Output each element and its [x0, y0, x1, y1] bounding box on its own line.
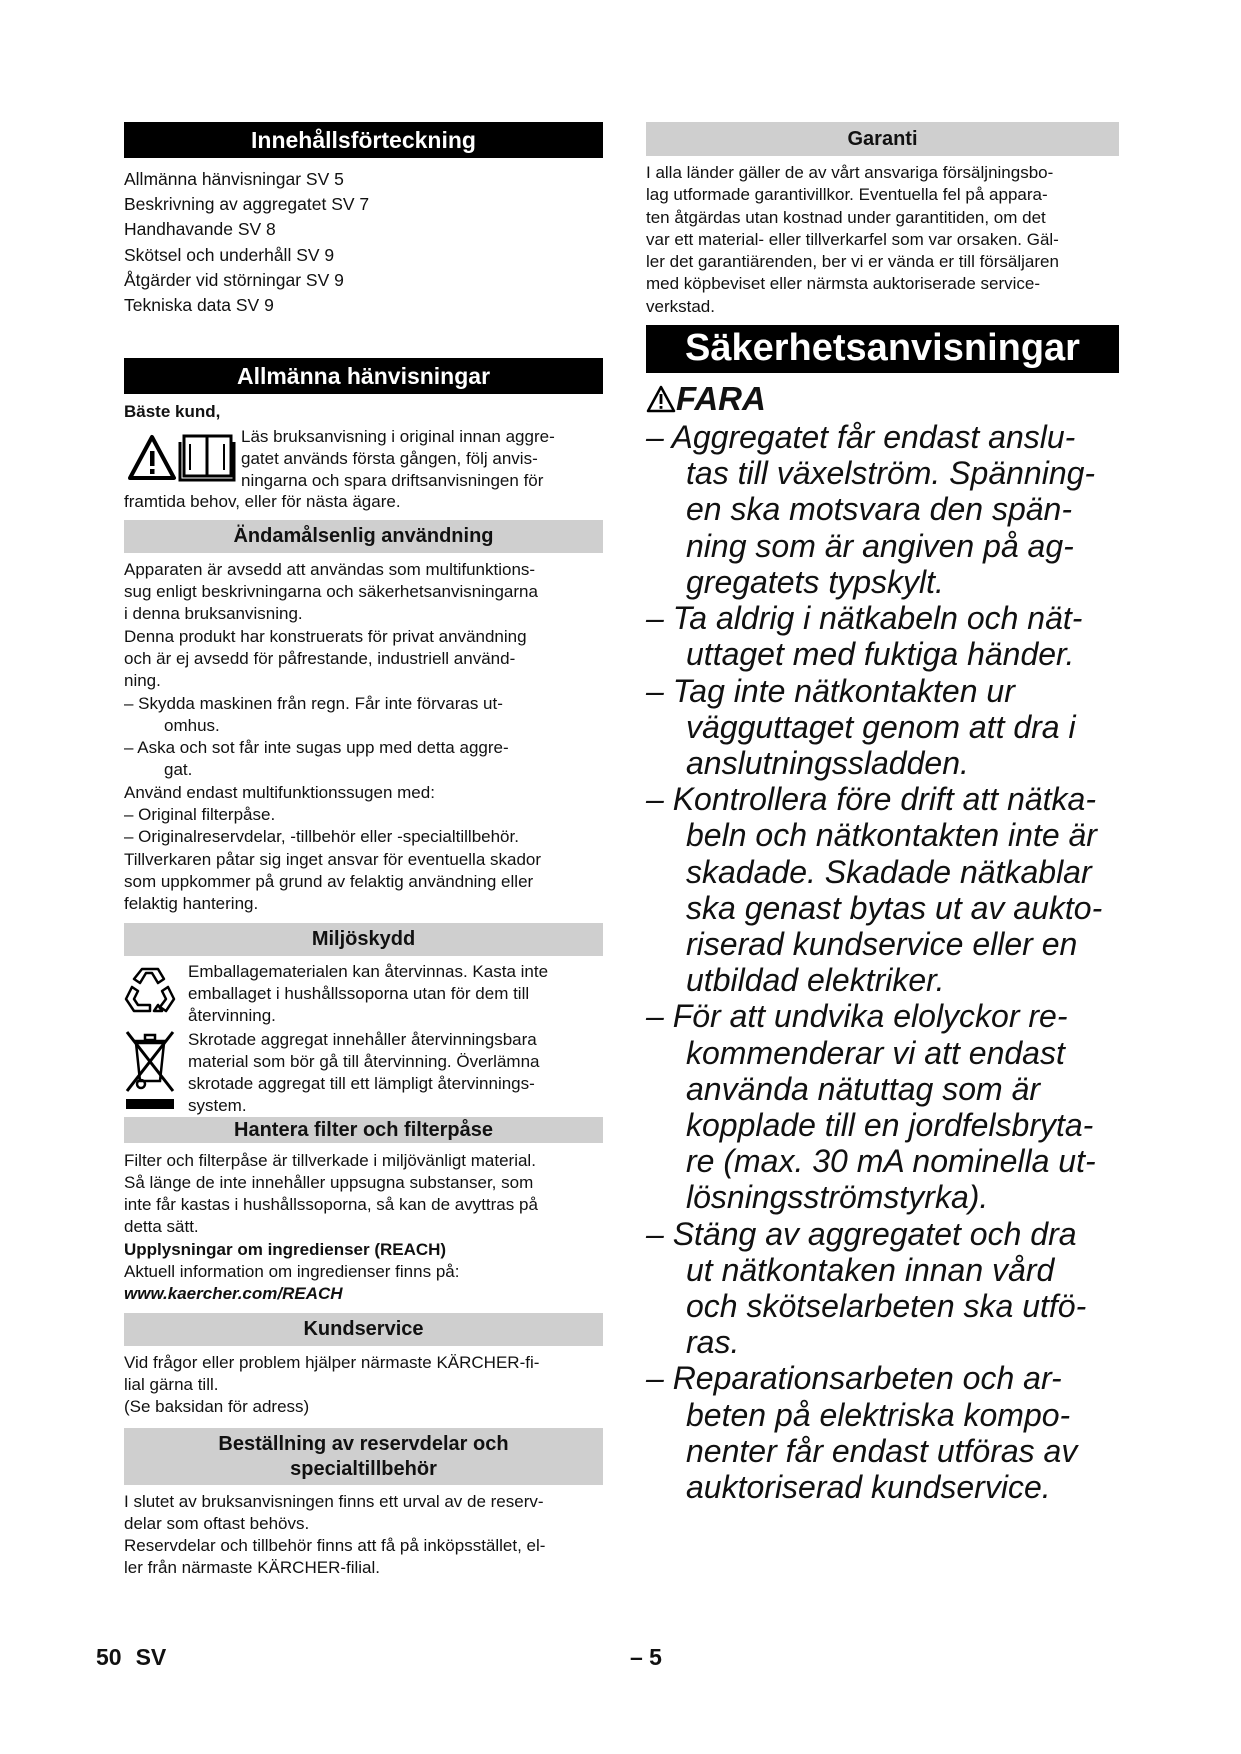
- safety-item: [646, 998, 1126, 1215]
- text-line: detta sätt.: [124, 1217, 199, 1237]
- warranty-text: [646, 162, 1126, 318]
- toc-item: Beskrivning av aggregatet SV 7: [124, 194, 370, 215]
- safety-line: kommenderar vi att endast: [686, 1034, 1065, 1071]
- text-line: skrotade aggregat till ett lämpligt återvinnings-: [188, 1074, 535, 1094]
- text-line: lial gärna till.: [124, 1374, 219, 1394]
- filter-text: [124, 1150, 603, 1306]
- text-line: Använd endast multifunktionssugen med:: [124, 782, 435, 802]
- intro-block: [124, 424, 603, 491]
- safety-line: ning som är angiven på ag-: [686, 527, 1074, 564]
- safety-line: gregatets typskylt.: [686, 563, 944, 600]
- text-line: lag utformade garantivillkor. Eventuella fel på appara-: [646, 185, 1048, 205]
- safety-line: riserad kundservice eller en: [686, 925, 1078, 962]
- recycle-text: [188, 961, 548, 1028]
- safety-line: – Tag inte nätkontakten ur: [646, 672, 1015, 709]
- intended-use-text: [124, 559, 603, 916]
- language-code: SV: [135, 1644, 167, 1670]
- safety-line: – Kontrollera före drift att nätka-: [646, 781, 1096, 818]
- text-line: I slutet av bruksanvisningen finns ett urval av de reserv-: [124, 1491, 544, 1511]
- warranty-heading: Garanti: [646, 122, 1119, 156]
- safety-line: kopplade till en jordfelsbryta-: [686, 1106, 1094, 1143]
- text-line: ler från närmaste KÄRCHER-filial.: [124, 1558, 381, 1578]
- text-line: Så länge de inte innehåller uppsugna substanser, som: [124, 1172, 534, 1192]
- safety-line: lösningsströmstyrka).: [686, 1179, 989, 1216]
- safety-line: auktoriserad kundservice.: [686, 1468, 1051, 1505]
- intro-line: gatet används första gången, följ anvis-: [241, 448, 538, 468]
- recycle-icon: [124, 965, 176, 1015]
- text-line: I alla länder gäller de av vårt ansvariga försäljningsbo-: [646, 163, 1054, 182]
- safety-line: uttaget med fuktiga händer.: [686, 636, 1075, 673]
- text-line: Emballagematerialen kan återvinnas. Kasta inte: [188, 961, 549, 981]
- safety-list: [646, 419, 1126, 1505]
- text-line: sug enligt beskrivningarna och säkerhetsanvisningarna: [124, 582, 538, 602]
- intended-use-heading: Ändamålsenlig användning: [124, 520, 603, 553]
- safety-item: [646, 419, 1126, 600]
- text-line: Skrotade aggregat innehåller återvinningsbara: [188, 1029, 537, 1049]
- service-text: [124, 1352, 603, 1419]
- text-line: inte får kastas i hushållssoporna, så kan de avyttras på: [124, 1195, 538, 1215]
- intro-line: ningarna och spara driftsanvisningen för: [241, 471, 544, 491]
- recycle-block: [124, 961, 603, 1029]
- text-line: Apparaten är avsedd att användas som multifunktions-: [124, 559, 536, 579]
- safety-line: – Stäng av aggregatet och dra: [646, 1215, 1077, 1252]
- environment-heading: Miljöskydd: [124, 923, 603, 956]
- text-line: – Original filterpåse.: [124, 805, 276, 825]
- left-column: [124, 122, 603, 1580]
- safety-heading: Säkerhetsanvisningar: [646, 325, 1119, 373]
- safety-line: beln och nätkontakten inte är: [686, 817, 1097, 854]
- scrap-block: [124, 1029, 603, 1117]
- safety-item: [646, 781, 1126, 998]
- reach-heading: Upplysningar om ingredienser (REACH): [124, 1239, 447, 1259]
- page-footer: [96, 1644, 180, 1671]
- intro-tail: framtida behov, eller för nästa ägare.: [124, 491, 401, 511]
- safety-line: använda nätuttag som är: [686, 1070, 1041, 1107]
- safety-line: re (max. 30 mA nominella ut-: [686, 1143, 1096, 1180]
- text-line: Filter och filterpåse är tillverkade i miljövänligt material.: [124, 1150, 536, 1170]
- text-line: ning.: [124, 671, 161, 691]
- greeting: Bäste kund,: [124, 402, 221, 422]
- text-line: ler det garantiärenden, ber vi er vända er till försäljaren: [646, 252, 1059, 272]
- safety-item: [646, 673, 1126, 782]
- bullet-line: – Skydda maskinen från regn. Får inte förvaras ut-: [124, 693, 503, 713]
- safety-line: – Aggregatet får endast anslu-: [646, 419, 1076, 456]
- toc-item: Åtgärder vid störningar SV 9: [124, 269, 344, 290]
- text-line: Vid frågor eller problem hjälper närmaste KÄRCHER-fi-: [124, 1352, 540, 1372]
- safety-line: anslutningssladden.: [686, 744, 969, 781]
- text-line: som uppkommer på grund av felaktig användning eller: [124, 871, 534, 891]
- safety-line: – För att undvika elolyckor re-: [646, 998, 1068, 1035]
- danger-label-row: [646, 379, 1126, 419]
- safety-line: utbildad elektriker.: [686, 962, 945, 999]
- text-line: (Se baksidan för adress): [124, 1397, 310, 1417]
- text-line: i denna bruksanvisning.: [124, 604, 303, 624]
- text-line: system.: [188, 1096, 247, 1116]
- safety-line: beten på elektriska kompo-: [686, 1396, 1071, 1433]
- safety-item: [646, 600, 1126, 672]
- reach-text: Aktuell information om ingredienser finns på:: [124, 1262, 460, 1282]
- safety-line: nenter får endast utföras av: [686, 1432, 1078, 1469]
- page-number: 50: [96, 1644, 122, 1670]
- safety-line: skadade. Skadade nätkablar: [686, 853, 1092, 890]
- sub-page-number: – 5: [630, 1644, 662, 1670]
- safety-line: ut nätkontaken innan vård: [686, 1251, 1055, 1288]
- safety-line: och skötselarbeten ska utfö-: [686, 1287, 1087, 1324]
- toc-heading: Innehållsförteckning: [124, 122, 603, 158]
- parts-text: [124, 1491, 603, 1580]
- toc-item: Allmänna hänvisningar SV 5: [124, 169, 344, 189]
- safety-line: tas till växelström. Spänning-: [686, 455, 1096, 492]
- text-line: återvinning.: [188, 1006, 276, 1026]
- toc-item: Skötsel och underhåll SV 9: [124, 244, 335, 265]
- parts-heading-line: Beställning av reservdelar och: [218, 1432, 509, 1455]
- safety-line: en ska motsvara den spän-: [686, 491, 1072, 528]
- text-line: felaktig hantering.: [124, 894, 259, 914]
- safety-line: vägguttaget genom att dra i: [686, 708, 1076, 745]
- warning-triangle-icon: [646, 385, 676, 413]
- safety-line: – Reparationsarbeten och ar-: [646, 1360, 1062, 1397]
- text-line: – Originalreservdelar, -tillbehör eller -specialtillbehör.: [124, 827, 519, 847]
- text-line: med köpbeviset eller närmsta auktoriserade service-: [646, 274, 1041, 294]
- text-line: verkstad.: [646, 296, 715, 316]
- text-line: emballaget i hushållssoporna utan för dem till: [188, 983, 530, 1003]
- text-line: material som bör gå till återvinning. Överlämna: [188, 1051, 540, 1071]
- text-line: Reservdelar och tillbehör finns att få på inköpsstället, el-: [124, 1536, 546, 1556]
- safety-line: ras.: [686, 1324, 740, 1361]
- safety-line: ska genast bytas ut av aukto-: [686, 889, 1103, 926]
- text-line: var ett material- eller tillverkarfel som var orsaken. Gäl-: [646, 229, 1059, 249]
- bullet-line: – Aska och sot får inte sugas upp med detta aggre-: [124, 738, 509, 758]
- text-line: ten åtgärdas utan kostnad under garantitiden, om det: [646, 207, 1046, 227]
- text-line: Denna produkt har konstruerats för privat användning: [124, 626, 527, 646]
- reach-link[interactable]: www.kaercher.com/REACH: [124, 1284, 343, 1304]
- bullet-cont: omhus.: [164, 715, 220, 735]
- safety-line: – Ta aldrig i nätkabeln och nät-: [646, 600, 1083, 637]
- text-line: och är ej avsedd för påfrestande, industriell använd-: [124, 649, 516, 668]
- bullet-cont: gat.: [164, 760, 193, 780]
- safety-item: [646, 1360, 1126, 1505]
- scrap-text: [188, 1029, 539, 1118]
- text-line: delar som oftast behövs.: [124, 1513, 310, 1533]
- right-column: [646, 122, 1126, 1505]
- service-heading: Kundservice: [124, 1313, 603, 1346]
- danger-label: FARA: [676, 380, 766, 418]
- parts-heading-line: specialtillbehör: [290, 1457, 437, 1480]
- safety-item: [646, 1216, 1126, 1361]
- filter-heading: Hantera filter och filterpåse: [124, 1117, 603, 1143]
- warning-read-manual-icon: [128, 434, 236, 482]
- intro-line: Läs bruksanvisning i original innan aggre-: [241, 426, 555, 446]
- parts-heading: [124, 1428, 603, 1485]
- toc-item: Tekniska data SV 9: [124, 295, 274, 316]
- toc-item: Handhavande SV 8: [124, 219, 276, 240]
- intro-text: [241, 426, 555, 493]
- text-line: Tillverkaren påtar sig inget ansvar för eventuella skador: [124, 849, 542, 869]
- general-heading: Allmänna hänvisningar: [124, 358, 603, 394]
- toc-list: [124, 167, 603, 318]
- crossed-bin-icon: [124, 1029, 176, 1113]
